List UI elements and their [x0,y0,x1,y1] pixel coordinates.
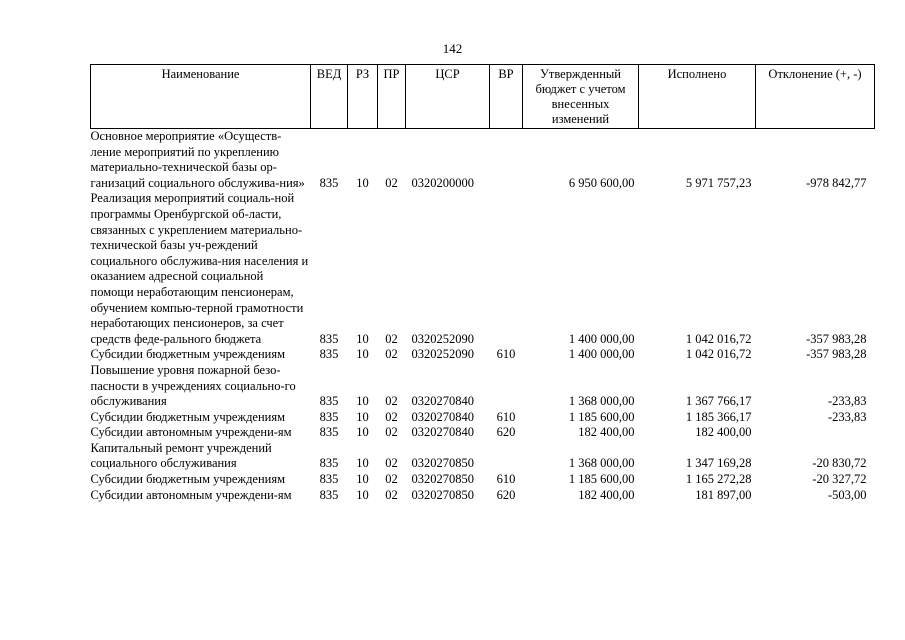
cell-ved: 835 [319,409,339,424]
cell-vr [490,363,523,410]
cell-rz: 10 [356,456,369,471]
cell-executed: 182 400,00 [695,425,752,440]
cell-rz: 10 [356,472,369,487]
header-deviation: Отклонение (+, -) [756,65,875,129]
cell-deviation: -357 983,28 [806,347,867,362]
cell-vr [490,441,523,472]
cell-approved: 1 368 000,00 [568,456,635,471]
cell-executed: 1 165 272,28 [685,472,752,487]
cell-pr: 02 [385,347,398,362]
cell-ved: 835 [319,472,339,487]
cell-pr: 02 [385,487,398,502]
cell-executed: 1 042 016,72 [685,347,752,362]
cell-deviation: -503,00 [827,487,867,502]
cell-csr: 0320270840 [411,394,474,409]
cell-vr [490,191,523,347]
cell-rz: 10 [356,425,369,440]
cell-ved: 835 [319,347,339,362]
cell-name: Повышение уровня пожарной безо-пасности в учреждениях социально-го обслуживания [90,362,296,409]
cell-ved: 835 [319,425,339,440]
cell-deviation: -233,83 [827,394,867,409]
cell-rz: 10 [356,175,369,190]
cell-vr: 620 [496,425,516,440]
cell-executed: 181 897,00 [695,487,752,502]
table-header-row [91,65,875,129]
table-row [91,441,875,472]
cell-rz: 10 [356,409,369,424]
cell-csr: 0320200000 [411,175,474,190]
cell-approved: 182 400,00 [578,487,635,502]
cell-csr: 0320270850 [411,456,474,471]
cell-rz: 10 [356,394,369,409]
table-row [91,410,875,426]
table-row [91,363,875,410]
cell-ved: 835 [319,331,339,346]
cell-deviation: -20 327,72 [812,472,867,487]
cell-vr: 610 [496,347,516,362]
cell-executed: 1 367 766,17 [685,394,752,409]
cell-ved: 835 [319,175,339,190]
cell-csr: 0320252090 [411,331,474,346]
header-rz: РЗ [348,65,378,129]
table-row [91,472,875,488]
cell-approved: 6 950 600,00 [568,175,635,190]
cell-csr: 0320270850 [411,487,474,502]
header-csr: ЦСР [406,65,490,129]
budget-execution-table [90,64,875,503]
cell-ved: 835 [319,456,339,471]
cell-csr: 0320252090 [411,347,474,362]
cell-rz: 10 [356,331,369,346]
cell-csr: 0320270850 [411,472,474,487]
header-name: Наименование [91,65,311,129]
cell-approved: 1 185 600,00 [568,472,635,487]
cell-approved: 1 368 000,00 [568,394,635,409]
cell-executed: 5 971 757,23 [685,175,752,190]
cell-pr: 02 [385,394,398,409]
cell-executed: 1 042 016,72 [685,331,752,346]
cell-name: Субсидии бюджетным учреждениям [90,347,286,362]
table-row [91,347,875,363]
cell-csr: 0320270840 [411,425,474,440]
header-approved: Утвержденный бюджет с учетом внесенных изменений [523,65,639,129]
cell-name: Капитальный ремонт учреждений социального обслуживания [90,440,272,471]
cell-name: Реализация мероприятий социаль-ной программы Оренбургской об-ласти, связанных с укреплением материально-технической базы уч-реждений социального обслужива-ния населения и оказанием адресной социальной помощи неработающим пенсионерам, обучением компью-терной грамотности неработающих пенсионеров, за счет средств феде-рального бюджета [90,191,309,346]
header-pr: ПР [378,65,406,129]
cell-executed: 1 347 169,28 [685,456,752,471]
cell-vr: 610 [496,472,516,487]
cell-name: Субсидии автономным учреждени-ям [90,487,292,502]
cell-rz: 10 [356,347,369,362]
cell-vr [490,129,523,192]
table-row [91,425,875,441]
cell-ved: 835 [319,487,339,502]
cell-vr: 620 [496,487,516,502]
cell-approved: 1 400 000,00 [568,347,635,362]
cell-pr: 02 [385,425,398,440]
header-vr: ВР [490,65,523,129]
cell-pr: 02 [385,472,398,487]
cell-approved: 182 400,00 [578,425,635,440]
cell-deviation: -233,83 [827,409,867,424]
cell-csr: 0320270840 [411,409,474,424]
cell-approved: 1 400 000,00 [568,331,635,346]
cell-pr: 02 [385,331,398,346]
cell-rz: 10 [356,487,369,502]
header-ved: ВЕД [311,65,348,129]
table-body [91,129,875,504]
cell-deviation: -20 830,72 [812,456,867,471]
cell-name: Субсидии автономным учреждени-ям [90,425,292,440]
cell-executed: 1 185 366,17 [685,409,752,424]
cell-vr: 610 [496,409,516,424]
table-row [91,488,875,504]
cell-deviation: -978 842,77 [806,175,867,190]
cell-deviation: -357 983,28 [806,331,867,346]
cell-pr: 02 [385,409,398,424]
cell-pr: 02 [385,175,398,190]
table-row [91,191,875,347]
page-number: 142 [442,41,463,56]
cell-deviation [756,425,875,441]
header-executed: Исполнено [639,65,756,129]
cell-name: Основное мероприятие «Осуществ-ление мероприятий по укреплению материально-технической базы ор-ганизаций социального обслужива-ния» [90,129,305,190]
cell-pr: 02 [385,456,398,471]
table-row [91,129,875,192]
cell-name: Субсидии бюджетным учреждениям [90,472,286,487]
cell-ved: 835 [319,394,339,409]
cell-approved: 1 185 600,00 [568,409,635,424]
cell-name: Субсидии бюджетным учреждениям [90,409,286,424]
